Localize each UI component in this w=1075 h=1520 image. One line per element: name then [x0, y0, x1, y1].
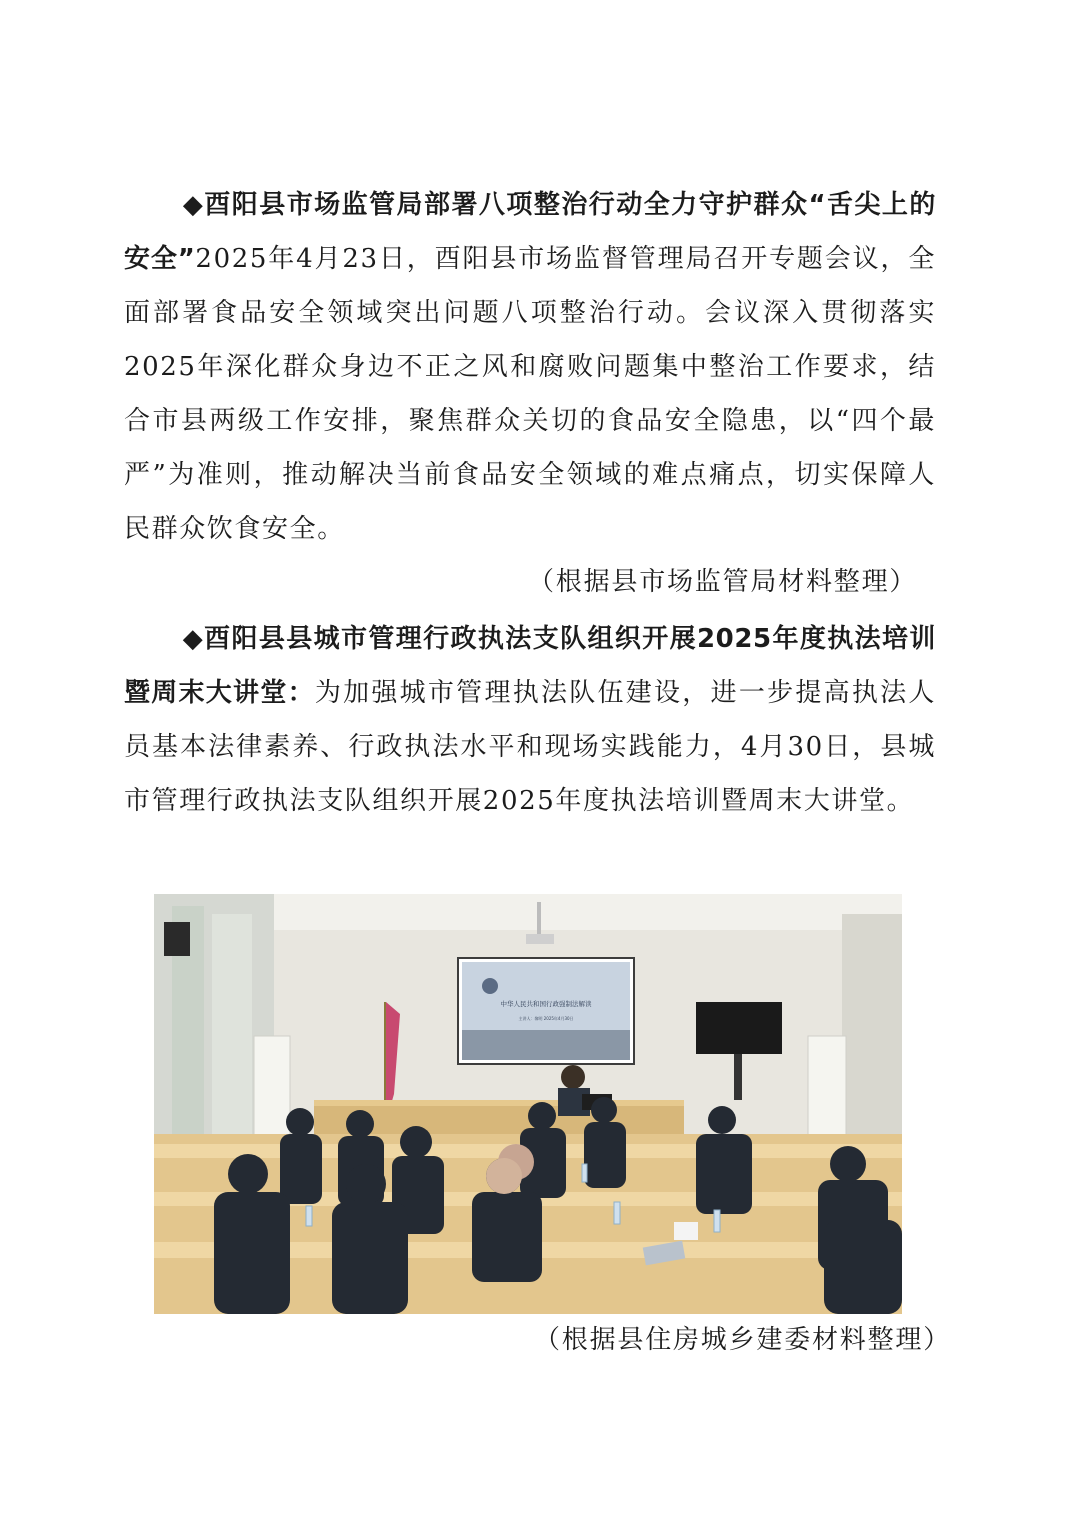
slide-title: 中华人民共和国行政强制法解读 — [500, 1000, 592, 1008]
news-item-2 — [124, 612, 936, 828]
slide-subtitle: 主讲人：黎明 2025年4月30日 — [518, 1016, 574, 1021]
news-item-2-title: ◆酉阳县县城市管理行政执法支队组织开展2025年度执法培训暨周末大讲堂： — [124, 624, 936, 708]
news-item-1-title: ◆酉阳县市场监管局部署八项整治行动全力守护群众“舌尖上的安全” — [124, 190, 936, 274]
news-item-2-body: 为加强城市管理执法队伍建设，进一步提高执法人员基本法律素养、行政执法水平和现场实践能力，4月30日，县城市管理行政执法支队组织开展2025年度执法培训暨周末大讲堂。 — [124, 678, 937, 816]
news-item-1-body: 2025年4月23日，酉阳县市场监督管理局召开专题会议，全面部署食品安全领域突出问题八项整治行动。会议深入贯彻落实2025年深化群众身边不正之风和腐败问题集中整治工作要求，结合市县两级工作安排，聚焦群众关切的食品安全隐患，以“四个最严”为准则，推动解决当前食品安全领域的难点痛点，切实保障人民群众饮食安全。 — [124, 244, 936, 544]
news-item-2-source: （根据县住房城乡建委材料整理） — [534, 1325, 952, 1355]
news-item-1 — [124, 178, 936, 556]
training-session-photo — [154, 894, 902, 1314]
diamond-bullet-icon: ◆ — [182, 624, 205, 654]
diamond-bullet-icon: ◆ — [182, 190, 205, 220]
news-item-1-source: （根据县市场监管局材料整理） — [528, 567, 918, 597]
